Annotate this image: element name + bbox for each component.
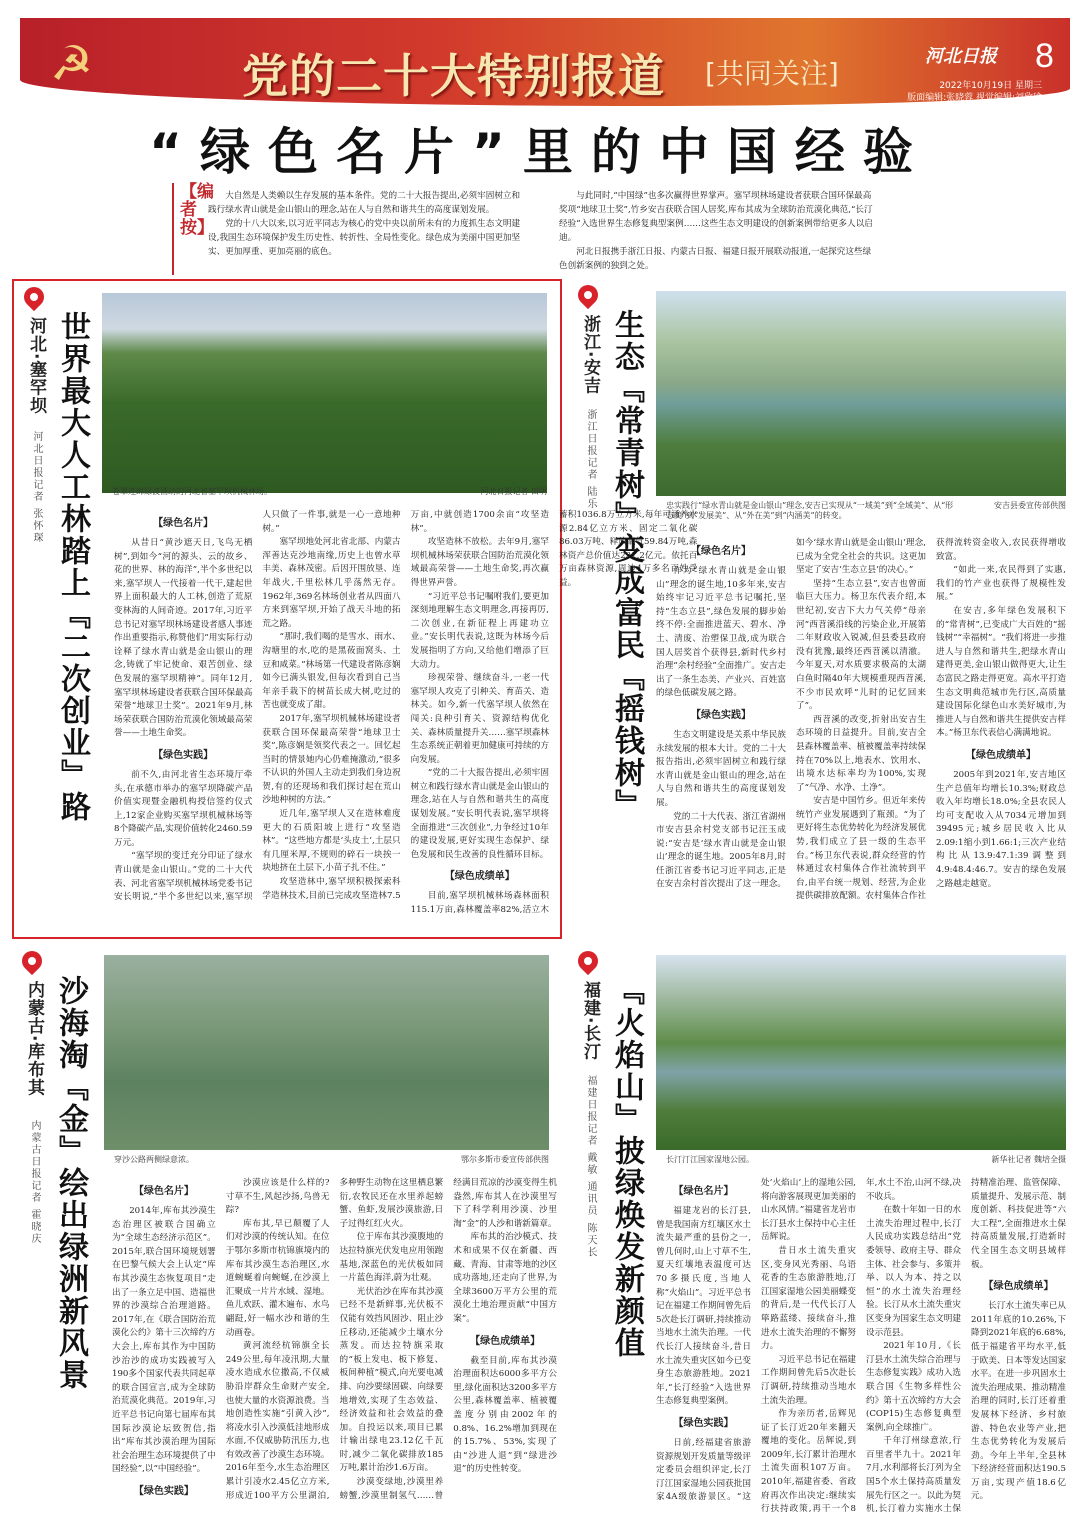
editor-note — [172, 183, 887, 275]
section-heading: 【绿色名片】 — [133, 1186, 194, 1197]
header-banner — [20, 18, 1070, 106]
body-paragraph: 2017年,塞罕坝机械林场建设者获联合国环保最高荣誉“地球卫士奖”,陈彦娴是领奖代表之一。回忆起当时的情景她内心仍难掩激动,“很多不认识的外国人主动走到我们身边祝贺,有的还现场和我们探讨起在荒山沙地种树的方法。” — [262, 713, 401, 806]
body-paragraph: “如此一来,农民得到了实惠,我们的竹产业也获得了规模性发展。” — [936, 565, 1066, 603]
page-number: 8 — [1035, 37, 1054, 75]
body-paragraph: 作为“绿水青山就是金山银山”理念的诞生地,10多年来,安吉始终牢记习近平总书记嘱托,坚持“生态立县”,绿色发展的脚步始终不停:全面推进蓝天、碧水、净土、清废、治塑保卫战,成为联合国人居奖首个获得县,新时代乡村治理“余村经验”全面推广。安吉走出了一条生态美、产业兴、百姓富的绿色低碳发展之路。 — [656, 566, 786, 699]
party-emblem-icon: ☭ — [50, 36, 94, 92]
page-title: “绿色名片”里的中国经验 — [149, 123, 931, 181]
body-paragraph: 坚持“生态立县”,安吉也曾面临巨大压力。杨卫东代表介绍,本世纪初,安吉下大力气关停“母亲河”西苕溪沿线的污染企业,开展第二年财政收入锐减,但县委县政府没有犹豫,最终还西苕溪以清澈。今年夏天,对水质要求极高的太湖白鱼时隔40年大规模重现西苕溪,不少市民欢呼“儿时的记忆回来了”。 — [796, 578, 926, 712]
article-body — [656, 537, 1066, 937]
article-body — [112, 1177, 557, 1532]
article-location: 浙江·安吉 — [580, 315, 600, 395]
body-paragraph: 沙漠变绿地,沙漠里养螃蟹,沙漠里制氢气……曾经满目荒凉的沙漠变得生机盎然,库布其人在沙漠里写下了科学利用沙漠、沙里淘“金”的人沙和谐新篇章。 — [339, 1178, 557, 1501]
body-paragraph: 攻坚造林中,塞罕坝积极探索科学造林技术,目前已完成攻坚造林7.5万亩,中就创造1700余亩“攻坚造林”。 — [262, 510, 549, 901]
location-pin-icon — [574, 281, 602, 309]
article-anji — [568, 279, 1072, 939]
body-paragraph: 2005年到2021年,安吉地区生产总值年均增长10.3%;财政总收入年均增长18.0%;全县农民人均可支配收入从7034元增加到39495元;城乡居民收入比从2.09:1缩小到1.66:1;三次产业结构比从13.9:47.1:39调整到4.9:48.4:46.7。安吉的绿色发展之路越走越宽。 — [936, 769, 1066, 889]
article-changting — [568, 945, 1072, 1533]
article-location: 河北·塞罕坝 — [26, 317, 46, 415]
article-location: 福建·长汀 — [580, 981, 600, 1061]
body-paragraph: 前不久,由河北省生态环境厅牵头,在承德市举办的塞罕坝降碳产品价值实现暨金融机构授信签约仪式上,12家企业购买塞罕坝机械林场等8个降碳产品,实现价值转化2460.59万元。 — [114, 769, 253, 848]
section-heading: 【绿色成绩单】 — [444, 871, 515, 883]
photo-credit: 鄂尔多斯市委宣传部供图 — [461, 1155, 549, 1164]
note-paragraph: 党的十八大以来,以习近平同志为核心的党中央以前所未有的力度抓生态文明建设,我国生态环境保护发生历史性、转折性、全局性变化。绿色成为美丽中国更加坚实、更加厚重、更加亮丽的底色。 — [208, 219, 521, 257]
body-paragraph: 日前,经福建省旅游资源规划开发质量等级评定委员会组织评定,长汀汀江国家湿地公园获批国家4A级旅游景区。“这处‘火焰山’上的湿地公园,将向游客展现更加美丽的山水风情。”福建省龙岩市长汀县水土保持中心主任岳辉说。 — [656, 1178, 856, 1503]
editor-note-left — [208, 189, 528, 259]
article-photo — [102, 293, 547, 493]
section-heading: 【绿色成绩单】 — [983, 1281, 1054, 1293]
body-paragraph: “党的二十大报告提出,必须牢固树立和践行绿水青山就是金山银山的理念,站在人与自然和谐共生的高度谋划发展。”安长明代表说,塞罕坝将全面推进“三次创业”,力争经过10年的建设发展,更好实现生态保护、绿色发展和民生改善的良性循环目标。 — [410, 768, 549, 860]
body-paragraph: 攻坚造林不放松。去年9月,塞罕坝机械林场荣获联合国防治荒漠化领域最高荣誉——土地生命奖,再次赢得世界声誉。 — [410, 537, 549, 588]
body-paragraph: 习近平总书记在福建工作期间曾先后5次赴长汀调研,持续推动当地水土流失治理。 — [761, 1354, 856, 1406]
body-paragraph: 昔日水土流失重灾区,变身风光秀丽、鸟语花香的生态旅游胜地,汀江国家湿地公园美丽蝶变的背后,是一代代长汀人筚路蓝缕、接续奋斗,推进水土流失治理的不懈努力。 — [761, 1245, 856, 1352]
body-paragraph: 从昔日“黄沙遮天日,飞鸟无栖树”,到如今“河的源头、云的故乡、花的世界、林的海洋”,半个多世纪以来,塞罕坝人一代接着一代干,建起世界上面积最大的人工林,创造了荒原变林海的人间奇迹。2017年,习近平总书记对塞罕坝林场建设者感人事迹作出重要指示,称赞他们“用实际行动诠释了绿水青山就是金山银山的理念,铸就了牢记使命、艰苦创业、绿色发展的塞罕坝精神”。同年12月,塞罕坝林场建设者获联合国环保最高荣誉“地球卫士奖”。2021年9月,林场荣获联合国防治荒漠化领域最高荣誉——土地生命奖。 — [114, 538, 253, 739]
editor-note-label: 【编者按】 — [180, 182, 214, 238]
body-paragraph: 作为亲历者,岳辉见证了长汀近20年来翻天覆地的变化。岳辉说,到2009年,长汀累计治理水土流失面积107万亩。2010年,福建省委、省政府再次作出决定:继续实行扶持政策,再干一个8年,水土不治,山河不绿,决不收兵。 — [761, 1178, 961, 1515]
banner-title: 党的二十大特别报道 — [242, 49, 665, 103]
body-paragraph: 目前,塞罕坝机械林场森林面积115.1万亩,森林覆盖率82%,活立木蓄积1036.8万立方米,每年可涵养水源2.84亿立方米、固定二氧化碳86.03万吨、释放氧气59.84万吨,森林资产总价值达231.2亿元。依托百万亩森林资源,周边4万多名百姓受益。 — [410, 510, 698, 916]
article-title: 生态『常青树』变成富民『摇钱树』 — [609, 309, 644, 821]
body-paragraph: 近几年,塞罕坝人又在造林难度更大的石质阳坡上进行“攻坚造林”。“这些地方都是‘头皮土’,土层只有几厘米厚,不规则的碎石一块挨一块地挤在土层下,小苗子扎不住。” — [262, 809, 401, 874]
body-paragraph: 在数十年如一日的水土流失治理过程中,长汀人民成功实践总结出“党委领导、政府主导、群众主体、社会参与、多策并举、以人为本、持之以恒”的水土流失治理经验。长汀从水土流失重灾区变身为国家生态文明建设示范县。 — [866, 1205, 961, 1338]
article-title: 沙海淘『金』绘出绿洲新风景 — [53, 975, 88, 1391]
section-heading: 【绿色成绩单】 — [966, 749, 1036, 761]
article-location: 内蒙古·库布其 — [24, 981, 44, 1097]
note-paragraph: 大自然是人类赖以生存发展的基本条件。党的二十大报告提出,必须牢固树立和践行绿水青山就是金山银山的理念,站在人与自然和谐共生的高度谋划发展。 — [208, 191, 521, 215]
article-photo — [656, 291, 1066, 496]
section-heading: 【绿色实践】 — [153, 749, 214, 761]
article-byline: 内蒙古日报记者 霍晓庆 — [29, 1120, 40, 1246]
body-paragraph: 西苕溪的改变,折射出安吉生态环境的日益提升。目前,安吉全县森林覆盖率、植被覆盖率持续保持在70%以上,地表水、饮用水、出境水达标率均为100%,实现了“气净、水净、土净”。 — [796, 714, 926, 793]
issue-date: 2022年10月19日 星期三 — [939, 81, 1042, 91]
body-paragraph: 截至目前,库布其沙漠治理面积达6000多平方公里,绿化面积达3200多平方公里,森林覆盖率、植被覆盖度分别由2002年的0.8%、16.2%增加到现在的15.7%、53%,实现了由“沙进人退”到“绿进沙退”的历史性转变。 — [453, 1355, 557, 1475]
body-paragraph: 位于库布其沙漠腹地的达拉特旗光伏发电应用领跑基地,深蓝色的光伏板如同一片蓝色海洋,蔚为壮观。 — [339, 1232, 444, 1284]
issue-info — [907, 80, 1042, 104]
location-pin-icon — [18, 947, 46, 975]
body-paragraph: 黄河流经杭锦旗全长249公里,每年凌汛期,大量凌水造成水位撒高,不仅威胁沿岸群众生命财产安全,也使大量的水资源浪费。当地创造性实施“引黄入沙”,将凌水引入沙漠低洼地形成水面,不仅威胁防汛压力,也有效改善了沙漠生态环境。2016年至今,水生态治理区累计引凌水2.45亿立方米,形成近100平方公里湖泊,多种野生动物在这里栖息繁衍,农牧民还在水里养起螃蟹、鱼虾,发展沙漠旅游,日子过得红红火火。 — [225, 1178, 444, 1501]
body-paragraph: 生态文明建设是关系中华民族永续发展的根本大计。党的二十大报告指出,必须牢固树立和践行绿水青山就是金山银山的理念,站在人与自然和谐共生的高度谋划发展。 — [656, 729, 786, 808]
banner-subtitle: [共同关注] — [705, 57, 839, 90]
article-byline: 福建日报记者 戴敏 通讯员 陈天长 — [585, 1075, 596, 1259]
body-paragraph: “习近平总书记嘱咐我们,要更加深刻地理解生态文明理念,再接再厉,二次创业,在新征程上再建功立业。”安长明代表说,这既为林场今后发展指明了方向,又给他们增添了巨大动力。 — [410, 591, 549, 670]
photo-credit: 安吉县委宣传部供图 — [994, 501, 1066, 510]
body-paragraph: 库布其的治沙模式、技术和成果不仅在新疆、西藏、青海、甘肃等地的沙区成功落地,还走向了世界,为全球3600万平方公里的荒漠化土地治理贡献“中国方案”。 — [453, 1232, 557, 1324]
photo-caption: 苍翠连绵绿波涌动的河北省塞罕坝机械林场。 — [112, 487, 272, 496]
section-heading: 【绿色名片】 — [673, 1186, 734, 1197]
location-pin-icon — [20, 283, 48, 311]
body-paragraph: 在安吉,多年绿色发展积下的“常青树”,已变成广大百姓的“摇钱树”“幸福树”。“我们将进一步推进人与自然和谐共生,把绿水青山建得更美,金山银山做得更大,让生态富民之路走得更宽。高水平打造生态文明典范城市先行区,高质量建设国际化绿色山水美好城市,为推进人与自然和谐共生提供安吉样本。”杨卫东代表信心满满地说。 — [936, 605, 1066, 739]
section-heading: 【绿色成绩单】 — [470, 1335, 541, 1347]
body-paragraph: 2021年10月,《长汀县水土流失综合治理与生态修复实践》成功入选联合国《生物多样性公约》第十五次缔约方大会(COP15)生态修复典型案例,向全球推广。 — [866, 1341, 961, 1433]
body-paragraph: “塞罕坝的变迁充分印证了绿水青山就是金山银山。”党的二十大代表、河北省塞罕坝机械林场党委书记安长明说,“半个多世纪以来,塞罕坝人只做了一件事,就是一心一意地种树。” — [114, 510, 401, 903]
section-heading: 【绿色名片】 — [691, 546, 751, 557]
body-paragraph: 珍视荣誉、继续奋斗,一老一代塞罕坝人攻克了引种关、育苗关、造林关。如今,新一代塞罕坝人依然在闯关:良种引育关、资源结构优化关、森林质量提升关……塞罕坝森林生态系统正朝着更加健康可持续的方向发展。 — [410, 673, 549, 765]
body-paragraph: 光伏治沙在库布其沙漠已经不是新鲜事,光伏板不仅能有效挡风固沙、阻止沙丘移动,还能减少土壤水分蒸发。而达拉特旗采取的“板上发电、板下修复、板间种植”模式,向光要电减排、向沙要绿固碳、向绿要地增效,实现了生态效益、经济效益和社会效益的叠加。自投运以来,项目已累计输出绿电23.12亿千瓦时,减少二氧化碳排放185万吨,累计治沙1.6万亩。 — [339, 1286, 444, 1474]
newspaper-logo: 河北日报 — [925, 46, 997, 67]
article-photo — [656, 955, 1066, 1150]
body-paragraph: 党的二十大代表、浙江省湖州市安吉县余村党支部书记汪玉成说:“安吉是‘绿水青山就是金山银山’理念的诞生地。2005年8月,时任浙江省委书记习近平同志,正是在安吉余村首次提出了这一理念。如今‘绿水青山就是金山银山’理念,已成为全党全社会的共识。这更加坚定了安吉‘生态立县’的决心。” — [656, 538, 926, 890]
section-heading: 【绿色实践】 — [691, 709, 751, 721]
editors: 版面编辑:张晓蓉 视觉编辑:刘欣瑜 — [907, 93, 1042, 103]
note-paragraph: 与此同时,“中国绿”也多次赢得世界掌声。塞罕坝林场建设者获联合国环保最高奖项“地球卫士奖”,竹乡安吉获联合国人居奖,库布其成为全球防治荒漠化典范,“长汀经验”入选世界生态修复典型案例……这些生态文明建设的创新案例带给更多人以启迪。 — [559, 191, 873, 243]
body-paragraph: 长汀水土流失率已从2011年底的10.26%,下降到2021年底的6.68%,低于福建省平均水平,低于欧美、日本等发达国家水平。在进一步巩固水土流失治理成果、推动精准治理的同时,长汀还着重发展林下经济、乡村旅游、特色农业等产业,把生态优势转化为发展后劲。今年上半年,全县林下经济经营面积达190.5万亩,实现产值18.6亿元。 — [971, 1301, 1066, 1502]
article-byline: 浙江日报记者 陆乐 — [585, 409, 596, 511]
body-paragraph: 福建龙岩的长汀县,曾是我国南方红壤区水土流失最严重的县份之一,曾几何时,山上寸草不生,夏天红壤地表温度可达70多摄氏度,当地人称“火焰山”。习近平总书记在福建工作期间曾先后5次赴长汀调研,持续推动当地水土流失治理。一代代长汀人接续奋斗,昔日水土流失重灾区如今已变身生态旅游胜地。2021年,“长汀经验”入选世界生态修复典型案例。 — [656, 1206, 751, 1407]
photo-caption: 忠实践行“绿水青山就是金山银山”理念,安吉已实现从“一域美”到“全域美”、从“形态美”到“发展美”、从“外在美”到“内涵美”的转变。 — [666, 501, 954, 520]
article-title: 『火焰山』披绿焕发新颜值 — [609, 975, 644, 1359]
photo-credit: 河北日报记者 田明 — [480, 487, 547, 496]
article-body — [656, 1177, 1066, 1532]
body-paragraph: “那时,我们喝的是雪水、雨水、沟塘里的水,吃的是黑莜面窝头、土豆和咸菜。”林场第一代建设者陈彦娴如今已满头银发,但每次看到自己当年亲手栽下的树苗长成大树,吃过的苦也就变成了甜。 — [262, 632, 401, 711]
article-title: 世界最大人工林踏上『二次创业』路 — [55, 311, 90, 823]
body-paragraph: 塞罕坝地处河北省北部、内蒙古浑善达克沙地南缘,历史上也曾水草丰美、森林茂密。后因开围放垦、连年战火,千里松林几乎荡然无存。1962年,369名林场创业者从四面八方来到塞罕坝,开始了战天斗地的拓荒之路。 — [262, 537, 401, 629]
article-byline: 河北日报记者 张怀琛 — [31, 431, 42, 545]
photo-caption: 长汀汀江国家湿地公园。 — [666, 1155, 754, 1164]
section-heading: 【绿色实践】 — [673, 1417, 734, 1429]
body-paragraph: 沙漠应该是什么样的?寸草不生,风起沙扬,鸟兽无踪? — [225, 1178, 330, 1216]
article-kubuqi — [12, 945, 562, 1533]
article-photo — [104, 955, 549, 1150]
body-paragraph: 千年汀州绿意浓,行百里者半九十。2021年7月,水利部将长汀列为全国5个水土保持高质量发展先行区之一。以此为契机,长汀着力实施水土保持精准治理、监管保障、质量提升、发展示范、制度创新、科技促进等“六大工程”,全面推进水土保持高质量发展,打造新时代全国生态文明县域样板。 — [866, 1178, 1066, 1515]
body-paragraph: 库布其,早已颠覆了人们对沙漠的传统认知。在位于鄂尔多斯市杭锦旗境内的库布其沙漠生态治理区,水道蜿蜒着向蜿蜒,在沙漠上汇聚成一片片水域、湿地。鱼儿欢跃、灌木遍布、水鸟翩跹,好一幅水沙和谐的生动画卷。 — [225, 1218, 330, 1338]
body-paragraph: 安吉是中国竹乡。但近年来传统竹产业发展遇到了瓶颈。“为了更好将生态优势转化为经济发展优势,我们成立了县一级的生态平台。”杨卫东代表说,群众经营的竹林通过农村集体合作社流转到平台,由平台统一规划、经营,为企业提供碳排放配额。农村集体合作社获得流转资金收入,农民获得增收致富。 — [796, 538, 1066, 902]
section-heading: 【绿色实践】 — [133, 1485, 194, 1497]
editor-note-right — [559, 189, 879, 273]
photo-credit: 新华社记者 魏培全摄 — [991, 1155, 1066, 1164]
note-paragraph: 河北日报携手浙江日报、内蒙古日报、福建日报开展联动报道,一起探究这些绿色创新案例的独到之处。 — [559, 247, 872, 271]
location-pin-icon — [574, 947, 602, 975]
body-paragraph: 2014年,库布其沙漠生态治理区被联合国确立为“全球生态经济示范区”。2015年,联合国环境规划署在巴黎气候大会上认定“库布其沙漠生态恢复项目”走出了一条立足中国、造福世界的沙漠综合治理道路。2017年,在《联合国防治荒漠化公约》第十三次缔约方大会上,库布其作为中国防沙治沙的成功实践被写入190多个国家代表共同起草的联合国宣言,成为全球防治荒漠化典范。2019年,习近平总书记向第七届库布其国际沙漠论坛致贺信,指出“库布其沙漠治理为国际社会治理生态环境提供了中国经验”,以“中国经验”。 — [112, 1206, 216, 1475]
section-heading: 【绿色名片】 — [153, 518, 214, 529]
photo-caption: 穿沙公路两侧绿意浓。 — [114, 1155, 194, 1164]
